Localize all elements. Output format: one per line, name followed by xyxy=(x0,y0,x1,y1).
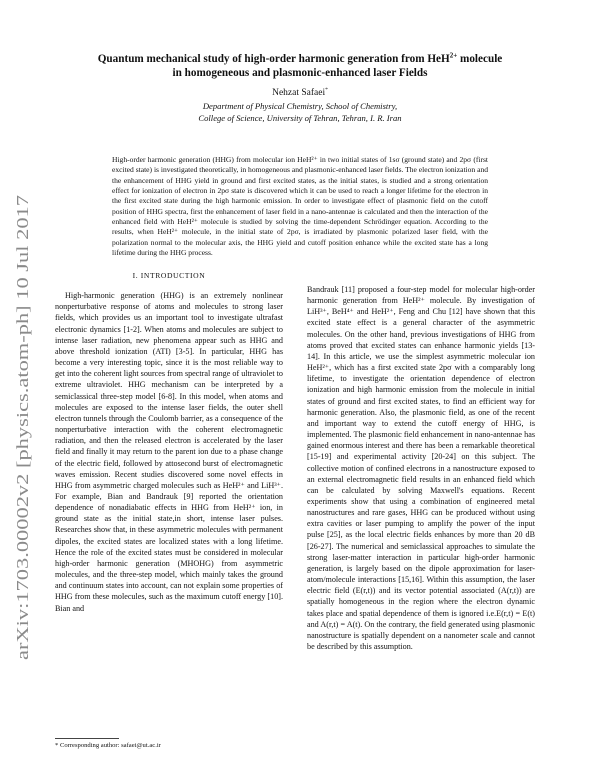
footnote-corresponding-author: * Corresponding author: safaei@ut.ac.ir xyxy=(55,742,161,749)
title-line-1: Quantum mechanical study of high-order harmonic generation from HeH xyxy=(97,53,450,65)
title-line-1-end: molecule xyxy=(457,53,503,65)
author-footnote-mark: * xyxy=(325,86,328,93)
title-line-2: in homogeneous and plasmonic-enhanced laser Fields xyxy=(172,67,428,79)
title-superscript: 2+ xyxy=(449,51,458,60)
paper-title xyxy=(70,52,530,80)
arxiv-identifier-text: arXiv:1703.00002v2 [physics.atom-ph] 10 Jul 2017 xyxy=(13,318,32,660)
affiliation-line-2: College of Science, University of Tehran, Tehran, I. R. Iran xyxy=(198,112,402,123)
author-line xyxy=(70,88,530,98)
arxiv-identifier-stamp xyxy=(12,190,34,660)
left-column xyxy=(55,270,283,614)
abstract: High-order harmonic generation (HHG) from molecular ion HeH²⁺ in two initial states of 1sσ (ground state) and 2pσ (first excited state) is investigated theoretically, in homogeneous and plasmonic-enhanced laser fields. The electron ionization and the enhancement of HHG yield in ground and first excited states, as the initial states, is studied and a strong orientation effect for ionization of electron in 2pσ state is discovered which it can be used to reach a longer lifetime for the electron in the first excited state during the high harmonic emission. In order to investigate effect of plasmonic field on the cutoff position of HHG spectra, first the enhancement of laser field in a nano-antennae is calculated and then the interaction of the enhanced field with HeH²⁺ molecule is studied by solving the time-dependent Schrödinger equation. According to the results, when HeH²⁺ molecule, in the initial state of 2pσ, is irradiated by plasmonic polarized laser field, with the polarization normal to the molecular axis, the HHG yield and cutoff position enhance while the excited state has a long lifetime during the HHG process. xyxy=(112,155,488,258)
affiliation xyxy=(70,101,530,124)
section-heading-introduction: I. INTRODUCTION xyxy=(132,271,206,280)
affiliation-line-1: Department of Physical Chemistry, School of Chemistry, xyxy=(202,101,398,111)
right-column xyxy=(307,284,535,652)
intro-paragraph-right: Bandrauk [11] proposed a four-step model for molecular high-order harmonic generation from HeH²⁺ molecule. By investigation of LiH³⁺, BeH⁴⁺ and HeH²⁺, Feng and Chu [12] have shown that this excited state effect is a general character of the asymmetric molecules. On the other hand, previous investigations of HHG from atoms proved that excited states can enhance harmonic yields [13-14]. In this article, we use the simplest asymmetric molecular ion HeH²⁺, which has a first excited state 2pσ with a comparably long lifetime, to investigate the orientation dependence of electron ionization and high harmonic emission from the molecule in initial states of ground and first excited states, to find an efficient way for harmonic generation. Also, the plasmonic field, as one of the recent and important way to extend the cutoff energy of HHG, is implemented. The plasmonic field enhancement in nano-antennae has gained enormous interest and there has been a remarkable theoretical [15-19] and experimental activity [20-24] on this subject. The collective motion of confined electrons in a nanostructure exposed to an external electromagnetic field results in an enhanced field which can be calculated by solving Maxwell's equations. Recent experiments show that using a combination of engineered metal nanostructures and rare gases, HHG can be produced without using extra cavities or laser pumping to amplify the power of the input pulse [25], as the local electric fields enhances by more than 20 dB [26-27]. The numerical and semiclassical approaches to simulate the strong laser-matter interaction in particular high-order harmonic generation, is largely based on the dipole approximation for laser-atom/molecule interactions [15,16]. Within this assumption, the laser electric field (E(r,t)) and its vector potential associated (A(r,t)) are spatially homogeneous in the region where the electron dynamic takes place and spatial dependence of them is ignored i.e.E(r,t) = E(t) and A(r,t) = A(t). On the contrary, the field generated using plasmonic nanostructure is spatially dependent on a nanometer scale and cannot be described by this assumption. xyxy=(307,285,535,651)
intro-paragraph-left: High-harmonic generation (HHG) is an extremely nonlinear nonperturbative response of atoms and molecules to strong laser fields, which provides us an important tool to investigate ultrafast electronic dynamics [1-2]. When atoms and molecules are subject to intense laser radiation, new phenomena appear such as HHG and above threshold ionization (ATI) [3-5]. In particular, HHG has become a very interesting topic, since it is the most reliable way to get into the coherent light sources from spectral range of ultraviolet to extreme ultraviolet. HHG mechanism can be interpreted by a semiclassical three-step model [6-8]. In this model, when atoms and molecules are exposed to the intense laser fields, the outer shell electron tunnels through the Coulomb barrier, as a consequence of the nonperturbative interaction with the coherent electromagnetic radiation, and then the released electron is accelerated by the laser field and finally it may return to the parent ion due to a phase change of the electric field, followed by attosecond burst of electromagnetic waves emission. Recent studies discovered some novel effects in HHG from asymmetric charged molecules such as HeH²⁺ and LiH³⁺. For example, Bian and Bandrauk [9] reported the orientation dependence of nonadiabatic effects in HHG from HeH²⁺ ion, in ground state as the initial state,in short, intense laser pulses. Researches show that, in these asymmetric molecules with permanent dipoles, the excited states are localized states with a long lifetime. Hence the role of the excited states must be considered in molecular high-order harmonic generation (MHOHG) from asymmetric molecules, and the three-step model, which mainly takes the ground and continuum states into account, can not explain some properties of HHG from these molecules, such as the maximum cutoff energy [10]. Bian and xyxy=(55,291,283,613)
footnote-rule xyxy=(55,738,119,739)
author-name: Nehzat Safaei xyxy=(272,88,326,98)
